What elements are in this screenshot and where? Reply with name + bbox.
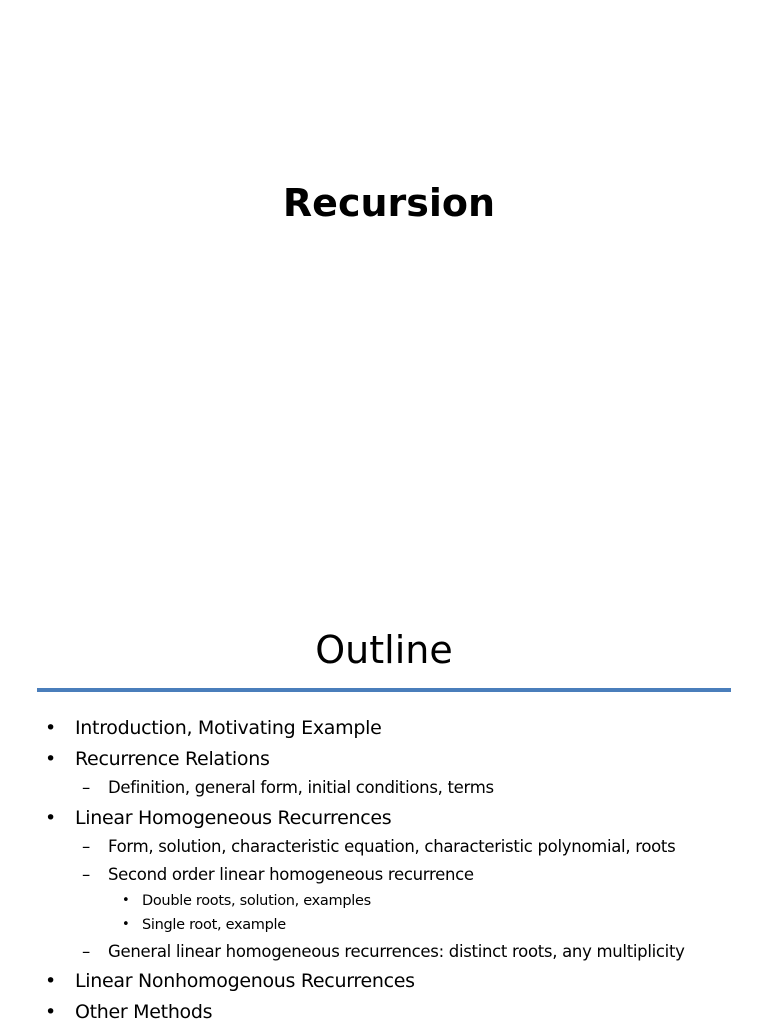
outline-subsubitem xyxy=(122,891,371,911)
outline-heading: Outline xyxy=(315,628,453,672)
outline-subitem xyxy=(82,777,494,799)
outline-item-text: Double roots, solution, examples xyxy=(142,893,371,909)
dash-marker: – xyxy=(82,778,90,797)
outline-item-text: General linear homogeneous recurrences: distinct roots, any multiplicity xyxy=(108,942,685,961)
outline-subitem xyxy=(82,941,685,963)
outline-item-text: Single root, example xyxy=(142,917,286,933)
outline-item xyxy=(45,747,270,771)
outline-subsubitem xyxy=(122,915,286,935)
outline-item-text: Recurrence Relations xyxy=(75,748,270,770)
bullet-marker: • xyxy=(122,917,130,932)
outline-item-text: Other Methods xyxy=(75,1001,213,1023)
outline-item-text: Linear Nonhomogenous Recurrences xyxy=(75,970,415,992)
bullet-marker: • xyxy=(45,748,56,770)
outline-item-text: Form, solution, characteristic equation, characteristic polynomial, roots xyxy=(108,837,676,856)
bullet-marker: • xyxy=(45,807,56,829)
bullet-marker: • xyxy=(122,893,130,908)
outline-item-text: Definition, general form, initial conditions, terms xyxy=(108,778,494,797)
outline-item xyxy=(45,716,382,740)
outline-item-text: Second order linear homogeneous recurrence xyxy=(108,865,474,884)
outline-item xyxy=(45,969,415,993)
dash-marker: – xyxy=(82,865,90,884)
dash-marker: – xyxy=(82,837,90,856)
bullet-marker: • xyxy=(45,1001,56,1023)
bullet-marker: • xyxy=(45,970,56,992)
bullet-marker: • xyxy=(45,717,56,739)
slide-title: Recursion xyxy=(282,181,496,225)
outline-item-text: Introduction, Motivating Example xyxy=(75,717,382,739)
outline-subitem xyxy=(82,864,474,886)
outline-item xyxy=(45,806,392,830)
outline-item xyxy=(45,1000,213,1024)
outline-subitem xyxy=(82,836,676,858)
outline-item-text: Linear Homogeneous Recurrences xyxy=(75,807,392,829)
dash-marker: – xyxy=(82,942,90,961)
